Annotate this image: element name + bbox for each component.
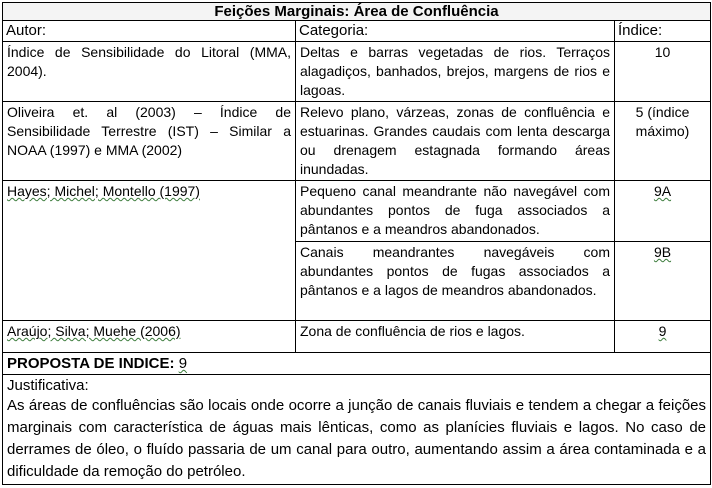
category-cell: Deltas e barras vegetadas de rios. Terraços alagadiços, banhados, brejos, margens de rios e lagoas. — [296, 42, 615, 102]
index-cell — [615, 242, 711, 321]
header-index: Índice: — [615, 21, 711, 42]
table-row — [3, 42, 711, 102]
author-text: Hayes; Michel; Montello (1997) — [7, 183, 200, 199]
header-author: Autor: — [3, 21, 296, 42]
justification-text: As áreas de confluências são locais onde ocorre a junção de canais fluviais e tendem a chegar a feições marginais com característica de águas mais lênticas, como as planícies fluviais e lagos. No caso de derrames de óleo, o fluído passaria de um canal para outro, aumentando assim a área contaminada e a dificuldade da remoção do petróleo. — [7, 397, 707, 480]
proposal-cell — [3, 353, 711, 375]
justification-label: Justificativa: — [7, 377, 89, 394]
index-cell: 10 — [615, 42, 711, 102]
header-category: Categoria: — [296, 21, 615, 42]
justification-row — [3, 375, 711, 485]
table-title: Feições Marginais: Área de Confluência — [3, 3, 711, 21]
confluence-table — [2, 2, 711, 485]
title-row — [3, 3, 711, 21]
author-text: Araújo; Silva; Muehe (2006) — [7, 323, 181, 339]
index-cell: 5 (índice máximo) — [615, 102, 711, 181]
proposal-value: 9 — [178, 355, 188, 372]
index-cell — [615, 181, 711, 242]
author-cell — [3, 321, 296, 353]
justification-cell — [3, 375, 711, 485]
proposal-label: PROPOSTA DE INDICE: — [7, 355, 175, 372]
table-row — [3, 181, 711, 242]
author-cell: Oliveira et. al (2003) – Índice de Sensibilidade Terrestre (IST) – Similar a NOAA (1997) e MMA (2002) — [3, 102, 296, 181]
proposal-row — [3, 353, 711, 375]
category-cell: Pequeno canal meandrante não navegável com abundantes pontos de fuga associados a pântanos e a meandros abandonados. — [296, 181, 615, 242]
index-text: 9A — [653, 183, 672, 199]
index-cell — [615, 321, 711, 353]
table-row — [3, 102, 711, 181]
header-row — [3, 21, 711, 42]
author-cell — [3, 181, 296, 321]
category-cell: Canais meandrantes navegáveis com abundantes pontos de fugas associados a pântanos e a lagos de meandros abandonados. — [296, 242, 615, 321]
category-cell: Zona de confluência de rios e lagos. — [296, 321, 615, 353]
category-cell: Relevo plano, várzeas, zonas de confluência e estuarinas. Grandes caudais com lenta descarga ou drenagem estagnada formando áreas inundadas. — [296, 102, 615, 181]
table-row — [3, 321, 711, 353]
author-cell: Índice de Sensibilidade do Litoral (MMA, 2004). — [3, 42, 296, 102]
index-text: 9 — [658, 323, 667, 339]
index-text: 9B — [653, 244, 672, 260]
